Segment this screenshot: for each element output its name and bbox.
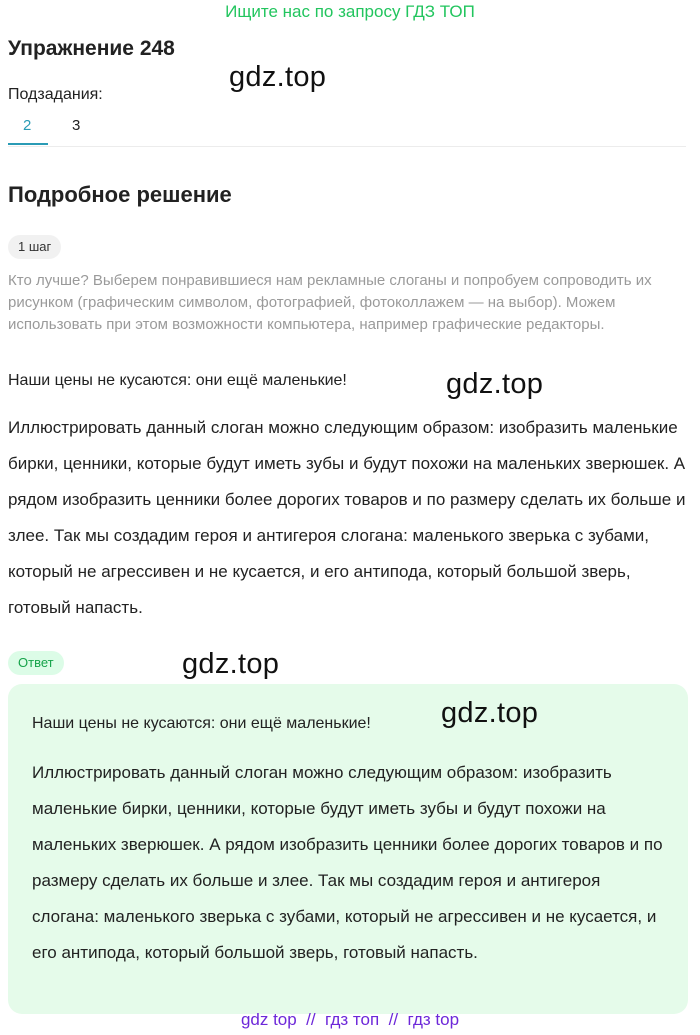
tab-subtask-2[interactable]: 2 [23,117,32,134]
subtasks-label: Подзадания: [8,86,103,103]
step-badge: 1 шаг [8,235,61,259]
tabs-divider [8,146,686,147]
watermark: gdz.top [182,648,280,680]
answer-slogan: Наши цены не кусаются: они ещё маленькие! [32,715,371,732]
watermark: gdz.top [229,61,327,93]
top-banner: Ищите нас по запросу ГДЗ ТОП [225,2,475,21]
solution-slogan: Наши цены не кусаются: они ещё маленькие! [8,372,347,389]
tab-subtask-3[interactable]: 3 [72,117,81,134]
watermark: gdz.top [446,368,544,400]
watermark: gdz.top [441,697,539,729]
answer-body: Иллюстрировать данный слоган можно следующим образом: изобразить маленькие бирки, ценники, которые будут иметь зубы и будут похожи на маленьких зверюшек. А рядом изобразить ценники более дорогих товаров и по размеру сделать их больше и злее. Так мы создадим героя и антигероя слогана: маленького зверька с зубами, который не агрессивен и не кусается, и его антипода, который большой зверь, готовый напасть. [32,763,663,962]
answer-badge: Ответ [8,651,64,675]
solution-body: Иллюстрировать данный слоган можно следующим образом: изобразить маленькие бирки, ценники, которые будут иметь зубы и будут похожи на маленьких зверюшек. А рядом изобразить ценники более дорогих товаров и по размеру сделать их больше и злее. Так мы создадим героя и антигероя слогана: маленького зверька с зубами, который не агрессивен и не кусается, и его антипода, который большой зверь, готовый напасть. [8,418,686,617]
footer-watermark: gdz top // гдз топ // гдз top [240,1010,460,1029]
active-tab-indicator [8,143,48,145]
task-intro: Кто лучше? Выберем понравившиеся нам рекламные слоганы и попробуем сопроводить их рисунком (графическим символом, фотографией, фотоколлажем — на выбор). Можем использовать при этом возможности компьютера, например графические редакторы. [8,272,652,333]
exercise-title: Упражнение 248 [8,37,175,60]
solution-title: Подробное решение [8,182,232,207]
